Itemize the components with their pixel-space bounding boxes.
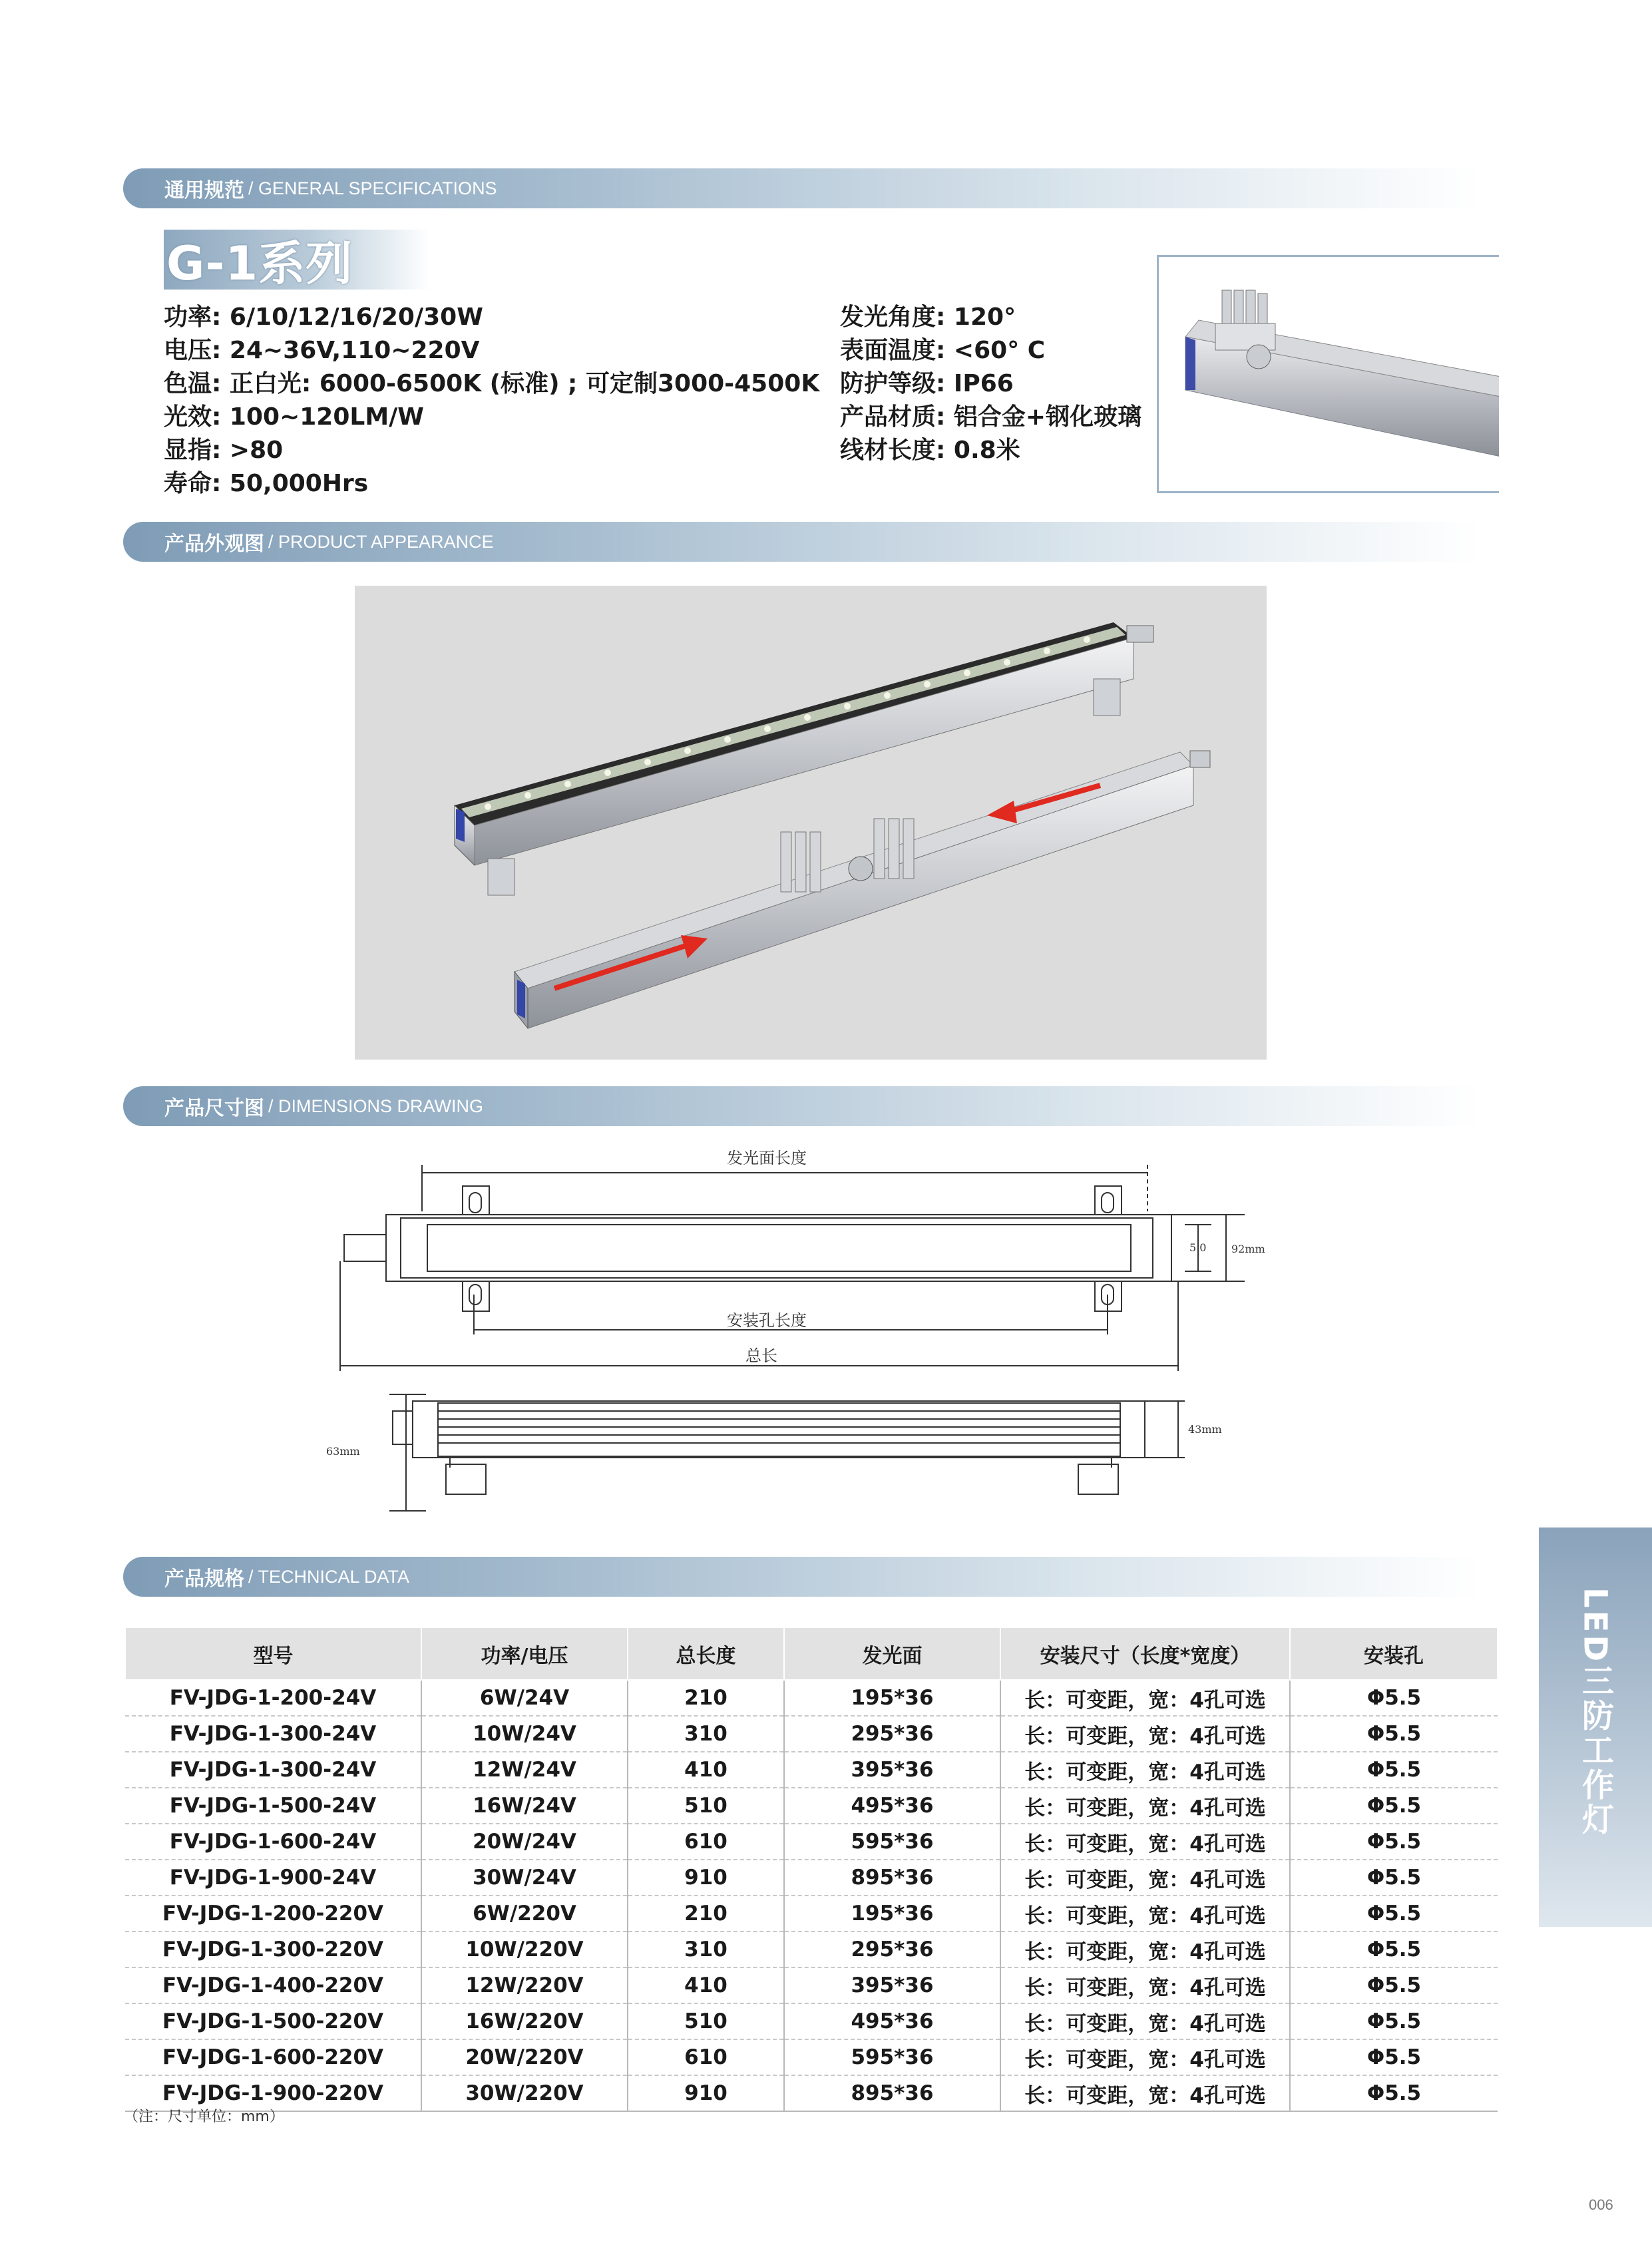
cell-power-voltage: 10W/220V [421,1932,628,1967]
cell-emitting-surface: 595*36 [784,2039,1000,2075]
section-title-en: / GENERAL SPECIFICATIONS [248,178,497,198]
cell-emitting-surface: 895*36 [784,1860,1000,1896]
col-header-mount-size: 安装尺寸（长度*宽度） [1000,1627,1290,1680]
spec-surface-temp: 表面温度: <60° C [840,337,1046,364]
cell-model: FV-JDG-1-900-24V [125,1860,421,1896]
cell-emitting-surface: 395*36 [784,1752,1000,1788]
page-number: 006 [1589,2196,1613,2213]
cell-power-voltage: 16W/24V [421,1788,628,1824]
cell-model: FV-JDG-1-600-220V [125,2039,421,2075]
cell-total-length: 310 [628,1716,784,1752]
cell-total-length: 610 [628,1824,784,1860]
cell-mount-hole: Φ5.5 [1290,2039,1498,2075]
col-header-model: 型号 [125,1627,421,1680]
table-row [125,2075,1498,2111]
cell-power-voltage: 6W/24V [421,1680,628,1716]
cell-total-length: 510 [628,2003,784,2039]
unit-note: （注：尺寸单位：mm） [124,2109,284,2125]
cell-emitting-surface: 295*36 [784,1932,1000,1967]
cell-emitting-surface: 195*36 [784,1896,1000,1932]
cell-power-voltage: 12W/220V [421,1967,628,2003]
cell-mount-size: 长：可变距，宽：4孔可选 [1000,1932,1290,1967]
cell-mount-size: 长：可变距，宽：4孔可选 [1000,1860,1290,1896]
cell-power-voltage: 30W/24V [421,1860,628,1896]
cell-mount-size: 长：可变距，宽：4孔可选 [1000,2075,1290,2111]
dim-43-label: 43mm [1188,1423,1222,1436]
cell-emitting-surface: 595*36 [784,1824,1000,1860]
cell-emitting-surface: 295*36 [784,1716,1000,1752]
cell-power-voltage: 20W/220V [421,2039,628,2075]
col-header-total-length: 总长度 [628,1627,784,1680]
cell-mount-hole: Φ5.5 [1290,1752,1498,1788]
cell-total-length: 910 [628,2075,784,2111]
table-header-row [125,1627,1498,1680]
cell-mount-size: 长：可变距，宽：4孔可选 [1000,1752,1290,1788]
table-row [125,1896,1498,1932]
cell-model: FV-JDG-1-500-24V [125,1788,421,1824]
table-row [125,1752,1498,1788]
cell-total-length: 310 [628,1932,784,1967]
dim-50-label: 5 0 [1189,1241,1207,1254]
col-header-emitting-surface: 发光面 [784,1627,1000,1680]
product-inset-image [1157,255,1499,493]
dim-63-label: 63mm [326,1445,360,1458]
mount-length-label: 安装孔长度 [727,1311,807,1330]
section-bar-technical [123,1557,1481,1597]
cell-model: FV-JDG-1-900-220V [125,2075,421,2111]
cell-model: FV-JDG-1-300-24V [125,1752,421,1788]
cell-total-length: 410 [628,1752,784,1788]
section-title-en: / DIMENSIONS DRAWING [268,1096,484,1116]
cell-emitting-surface: 895*36 [784,2075,1000,2111]
cell-power-voltage: 16W/220V [421,2003,628,2039]
side-category-tab [1539,1528,1652,1927]
col-header-mount-hole: 安装孔 [1290,1627,1498,1680]
cell-total-length: 510 [628,1788,784,1824]
table-row [125,1824,1498,1860]
cell-power-voltage: 12W/24V [421,1752,628,1788]
spec-power: 功率: 6/10/12/16/20/30W [164,304,483,331]
cell-model: FV-JDG-1-400-220V [125,1967,421,2003]
cell-mount-size: 长：可变距，宽：4孔可选 [1000,2003,1290,2039]
section-bar-appearance [123,522,1481,562]
cell-mount-size: 长：可变距，宽：4孔可选 [1000,1824,1290,1860]
cell-model: FV-JDG-1-200-220V [125,1896,421,1932]
cell-total-length: 210 [628,1680,784,1716]
cell-mount-size: 长：可变距，宽：4孔可选 [1000,1788,1290,1824]
side-tab-label: LED三防工作灯 [1576,1587,1614,1838]
cell-power-voltage: 30W/220V [421,2075,628,2111]
table-row [125,1932,1498,1967]
cell-mount-hole: Φ5.5 [1290,1967,1498,2003]
section-title-cn: 通用规范 [164,179,244,202]
cell-mount-hole: Φ5.5 [1290,1680,1498,1716]
cell-model: FV-JDG-1-300-220V [125,1932,421,1967]
cell-total-length: 610 [628,2039,784,2075]
cell-mount-hole: Φ5.5 [1290,1860,1498,1896]
cell-mount-size: 长：可变距，宽：4孔可选 [1000,2039,1290,2075]
section-title-cn: 产品规格 [164,1567,244,1591]
section-title-cn: 产品外观图 [164,532,264,556]
cell-model: FV-JDG-1-600-24V [125,1824,421,1860]
cell-mount-hole: Φ5.5 [1290,1824,1498,1860]
series-title [164,230,430,290]
spec-color-temp: 色温: 正白光: 6000-6500K (标准) ; 可定制3000-4500K [164,370,820,397]
cell-emitting-surface: 495*36 [784,2003,1000,2039]
section-title-en: / PRODUCT APPEARANCE [268,531,494,552]
cell-mount-size: 长：可变距，宽：4孔可选 [1000,1680,1290,1716]
series-title-text: G-1系列 [166,236,353,291]
table-row [125,1788,1498,1824]
table-row [125,2039,1498,2075]
table-row [125,1967,1498,2003]
cell-mount-hole: Φ5.5 [1290,1788,1498,1824]
cell-mount-size: 长：可变距，宽：4孔可选 [1000,1716,1290,1752]
col-header-power-voltage: 功率/电压 [421,1627,628,1680]
cell-power-voltage: 10W/24V [421,1716,628,1752]
cell-mount-hole: Φ5.5 [1290,1716,1498,1752]
table-row [125,1680,1498,1716]
table-row [125,2003,1498,2039]
table-row [125,1860,1498,1896]
spec-cri: 显指: >80 [164,437,284,464]
cell-mount-hole: Φ5.5 [1290,2003,1498,2039]
cell-power-voltage: 6W/220V [421,1896,628,1932]
section-title-cn: 产品尺寸图 [164,1097,264,1120]
section-bar-dimensions [123,1086,1481,1126]
cell-total-length: 910 [628,1860,784,1896]
cell-mount-hole: Φ5.5 [1290,1932,1498,1967]
cell-mount-size: 长：可变距，宽：4孔可选 [1000,1896,1290,1932]
spec-cable-length: 线材长度: 0.8米 [840,437,1020,464]
cell-model: FV-JDG-1-500-220V [125,2003,421,2039]
cell-emitting-surface: 195*36 [784,1680,1000,1716]
technical-data-table [124,1627,1498,2112]
section-title-en: / TECHNICAL DATA [248,1566,410,1587]
spec-ip-rating: 防护等级: IP66 [840,370,1014,397]
cell-power-voltage: 20W/24V [421,1824,628,1860]
cell-emitting-surface: 395*36 [784,1967,1000,2003]
cell-model: FV-JDG-1-300-24V [125,1716,421,1752]
cell-model: FV-JDG-1-200-24V [125,1680,421,1716]
emit-length-label: 发光面长度 [727,1149,807,1167]
dimensions-drawing [319,1138,1318,1551]
product-appearance-photo [355,586,1267,1060]
section-bar-general [123,168,1481,208]
cell-mount-hole: Φ5.5 [1290,2075,1498,2111]
spec-beam-angle: 发光角度: 120° [840,304,1016,331]
table-row [125,1716,1498,1752]
spec-lifetime: 寿命: 50,000Hrs [164,470,369,497]
spec-voltage: 电压: 24~36V,110~220V [164,337,480,364]
cell-total-length: 210 [628,1896,784,1932]
cell-mount-hole: Φ5.5 [1290,1896,1498,1932]
spec-efficacy: 光效: 100~120LM/W [164,403,425,431]
cell-total-length: 410 [628,1967,784,2003]
total-length-label: 总长 [745,1346,777,1365]
spec-material: 产品材质: 铝合金+钢化玻璃 [840,403,1142,431]
cell-mount-size: 长：可变距，宽：4孔可选 [1000,1967,1290,2003]
dim-92-label: 92mm [1231,1243,1265,1255]
cell-emitting-surface: 495*36 [784,1788,1000,1824]
